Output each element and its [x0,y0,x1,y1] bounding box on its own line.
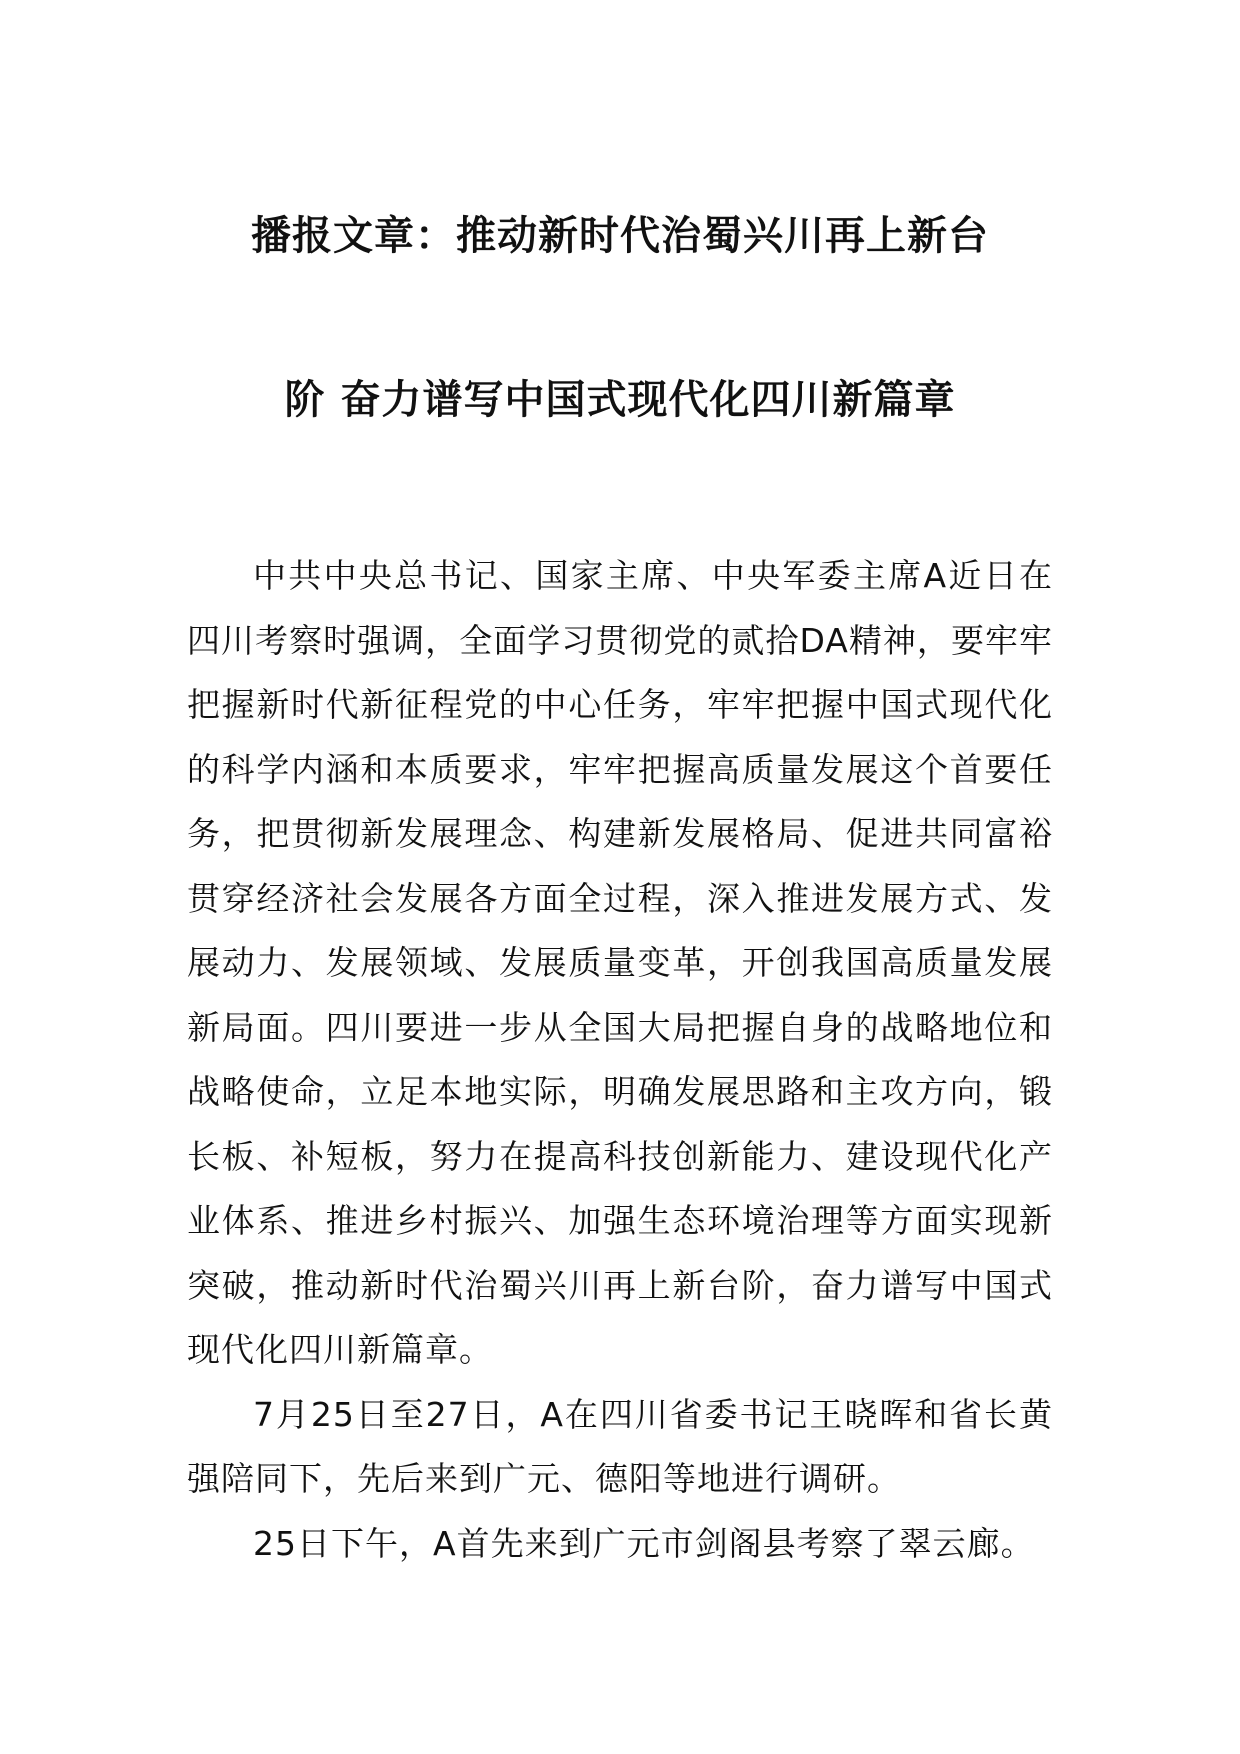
article-body [187,544,1053,1576]
paragraph-1: 中共中央总书记、国家主席、中央军委主席A近日在四川考察时强调，全面学习贯彻党的贰拾DA精神，要牢牢把握新时代新征程党的中心任务，牢牢把握中国式现代化的科学内涵和本质要求，牢牢把握高质量发展这个首要任务，把贯彻新发展理念、构建新发展格局、促进共同富裕贯穿经济社会发展各方面全过程，深入推进发展方式、发展动力、发展领域、发展质量变革，开创我国高质量发展新局面。四川要进一步从全国大局把握自身的战略地位和战略使命，立足本地实际，明确发展思路和主攻方向，锻长板、补短板，努力在提高科技创新能力、建设现代化产业体系、推进乡村振兴、加强生态环境治理等方面实现新突破，推动新时代治蜀兴川再上新台阶，奋力谱写中国式现代化四川新篇章。 [187,556,1053,1369]
article-title-line-1: 播报文章：推动新时代治蜀兴川再上新台 [251,213,989,259]
paragraph-2: 7月25日至27日，A在四川省委书记王晓晖和省长黄强陪同下，先后来到广元、德阳等地进行调研。 [187,1394,1053,1498]
paragraph-3: 25日下午，A首先来到广元市剑阁县考察了翠云廊。 [253,1523,1035,1563]
article-title-line-2: 阶 奋力谱写中国式现代化四川新篇章 [284,377,956,423]
